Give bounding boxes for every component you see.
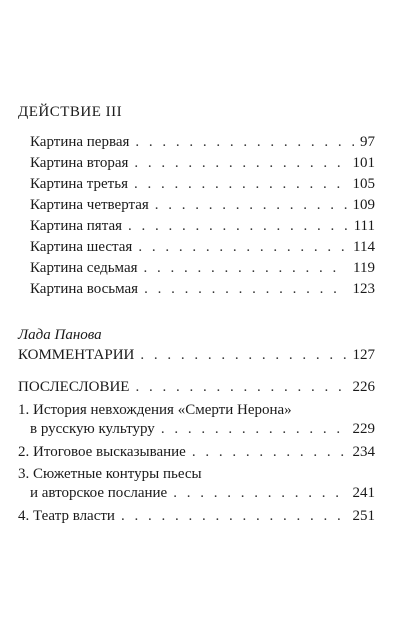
toc-entry bbox=[30, 175, 375, 193]
toc-entry-page: 226 bbox=[352, 379, 375, 395]
leader-dots bbox=[155, 196, 347, 214]
leader-dots bbox=[134, 154, 346, 172]
leader-dots bbox=[138, 238, 347, 256]
toc-entry-page: 111 bbox=[353, 218, 375, 234]
leader-dots bbox=[140, 346, 346, 364]
comments-entry bbox=[18, 346, 375, 364]
leader-dots bbox=[134, 175, 347, 193]
toc-entry-label: Картина седьмая bbox=[30, 260, 138, 276]
toc-entry-page: 119 bbox=[353, 260, 375, 276]
toc-entry-page: 251 bbox=[352, 508, 375, 524]
toc-entry-label: в русскую культуру bbox=[30, 421, 155, 437]
toc-entry-label: ПОСЛЕСЛОВИЕ bbox=[18, 379, 130, 395]
toc-entry-label: КОММЕНТАРИИ bbox=[18, 347, 135, 363]
toc-entry-page: 105 bbox=[352, 176, 375, 192]
toc-entry-label: Картина шестая bbox=[30, 239, 133, 255]
toc-entry-page: 127 bbox=[352, 347, 375, 363]
toc-entry-first-line: 1. История невхождения «Смерти Нерона» bbox=[18, 402, 292, 418]
leader-dots bbox=[121, 507, 347, 525]
leader-dots bbox=[135, 378, 346, 396]
toc-entry-label: Картина первая bbox=[30, 134, 130, 150]
toc-entry-first-line: 3. Сюжетные контуры пьесы bbox=[18, 466, 202, 482]
author-name: Лада Панова bbox=[18, 327, 102, 343]
toc-entry bbox=[30, 196, 375, 214]
toc-entry-page: 97 bbox=[360, 134, 375, 150]
toc-entry bbox=[30, 484, 375, 502]
toc-entry-label: 2. Итоговое высказывание bbox=[18, 444, 186, 460]
leader-dots bbox=[144, 280, 346, 298]
toc-entry-label: Картина вторая bbox=[30, 155, 129, 171]
leader-dots bbox=[161, 420, 347, 438]
toc-entry bbox=[30, 280, 375, 298]
leader-dots bbox=[192, 443, 347, 461]
toc-entry-label: 4. Театр власти bbox=[18, 508, 115, 524]
toc-entry bbox=[18, 507, 375, 525]
toc-entry-page: 241 bbox=[352, 485, 375, 501]
toc-entry-page: 229 bbox=[352, 421, 375, 437]
toc-entry bbox=[30, 154, 375, 172]
toc-entry-label: и авторское послание bbox=[30, 485, 168, 501]
toc-entry-page: 114 bbox=[353, 239, 375, 255]
toc-entry bbox=[30, 217, 375, 235]
afterword-entry bbox=[18, 378, 375, 396]
toc-entry-page: 123 bbox=[352, 281, 375, 297]
leader-dots bbox=[135, 133, 354, 151]
toc-entry bbox=[30, 133, 375, 151]
toc-entry bbox=[18, 443, 375, 461]
toc-entry bbox=[30, 238, 375, 256]
toc-entry bbox=[30, 259, 375, 277]
toc-entry-label: Картина четвертая bbox=[30, 197, 149, 213]
act3-heading: ДЕЙСТВИЕ III bbox=[18, 104, 123, 120]
toc-entry-page: 109 bbox=[352, 197, 375, 213]
toc-entry-label: Картина восьмая bbox=[30, 281, 139, 297]
toc-entry-page: 101 bbox=[352, 155, 375, 171]
leader-dots bbox=[173, 484, 346, 502]
toc-entry bbox=[30, 420, 375, 438]
leader-dots bbox=[144, 259, 348, 277]
leader-dots bbox=[128, 217, 348, 235]
toc-entry-label: Картина пятая bbox=[30, 218, 123, 234]
toc-entry-page: 234 bbox=[352, 444, 375, 460]
toc-entry-label: Картина третья bbox=[30, 176, 128, 192]
